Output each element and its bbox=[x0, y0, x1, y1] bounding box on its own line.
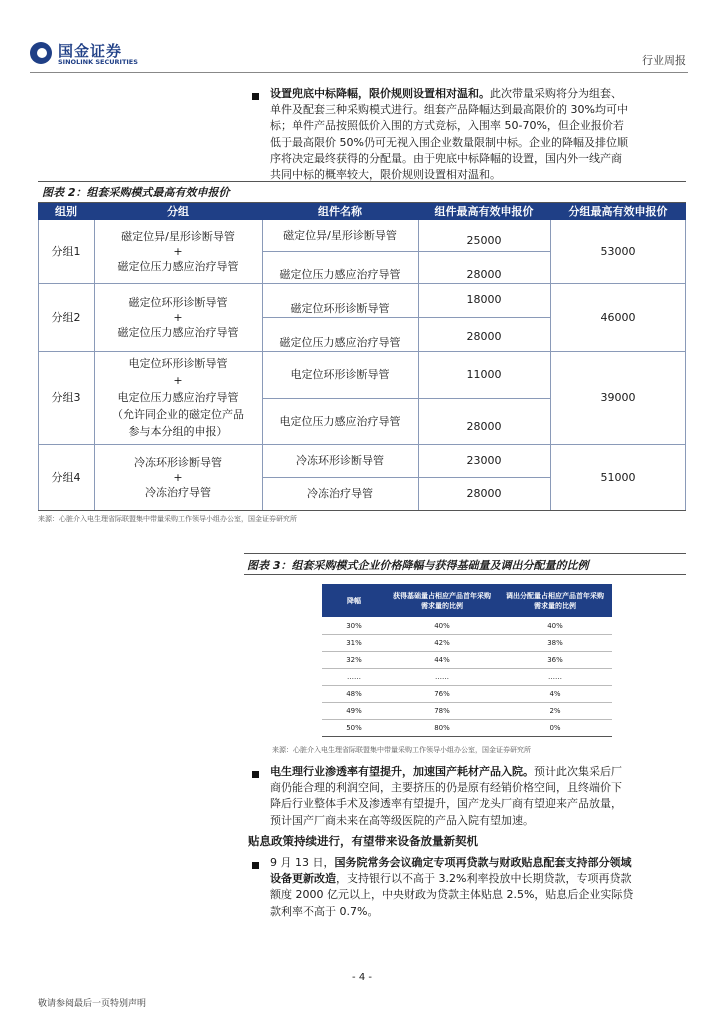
group-desc-line: 电定位压力感应治疗导管 bbox=[117, 391, 239, 404]
table3-cell: 31% bbox=[346, 639, 362, 647]
table2-header bbox=[38, 203, 686, 220]
intro-line-0: 此次带量采购将分为组套、 bbox=[490, 87, 622, 100]
group-description bbox=[94, 444, 262, 510]
table3-row bbox=[322, 618, 612, 635]
component-name: 磁定位压力感应治疗导管 bbox=[279, 268, 401, 281]
bullet-icon bbox=[252, 771, 259, 778]
table3-header-cell: 获得基础量占相应产品首年采购需求量的比例 bbox=[393, 591, 491, 610]
group-desc-line: 磁定位压力感应治疗导管 bbox=[117, 260, 239, 273]
table3-cell: 76% bbox=[434, 690, 450, 698]
group-desc-line: 冷冻治疗导管 bbox=[145, 485, 211, 499]
table3-cell: 38% bbox=[547, 639, 563, 647]
table3-cell: 48% bbox=[346, 690, 362, 698]
section-heading: 贴息政策持续进行，有望带来设备放量新契机 bbox=[248, 834, 478, 848]
group-name: 分组1 bbox=[51, 245, 81, 258]
table2-border bbox=[38, 510, 686, 511]
table3-title: 图表 3：组套采购模式企业价格降幅与获得基础量及调出分配量的比例 bbox=[247, 559, 589, 572]
group-desc-line: + bbox=[173, 245, 183, 258]
group-desc-line: 磁定位环形诊断导管 bbox=[128, 295, 228, 309]
para2-line-3: 预计国产厂商未来在高等级医院的产品入院有望加速。 bbox=[270, 813, 534, 827]
group-desc-line: 参与本分组的申报） bbox=[128, 425, 228, 438]
component-price: 18000 bbox=[466, 293, 502, 306]
table3-header-cell: 降幅 bbox=[347, 596, 361, 605]
table2-header-cell: 组件名称 bbox=[318, 205, 362, 218]
table2-header-cell: 组件最高有效申报价 bbox=[434, 205, 534, 218]
para2-line-1: 商仍能合理的利润空间，主要挤压的仍是原有经销价格空间，且终端价下 bbox=[270, 781, 622, 795]
table3-cell: 2% bbox=[549, 707, 561, 715]
intro-line-4: 序将决定最终获得的分配量。由于兜底中标降幅的设置，国内外一线产商 bbox=[270, 151, 622, 165]
table3-cell: …… bbox=[548, 673, 562, 681]
table2-title: 图表 2：组套采购模式最高有效申报价 bbox=[42, 186, 230, 199]
brand-name-cn: 国金证券 bbox=[58, 42, 123, 60]
group-desc-line: 冷冻环形诊断导管 bbox=[134, 455, 222, 469]
para2-bold: 电生理行业渗透率有望提升，加速国产耗材产品入院。 bbox=[270, 765, 534, 778]
paragraph-penetration bbox=[270, 764, 688, 829]
table3-cell: 30% bbox=[346, 622, 362, 630]
table3-cell: 80% bbox=[434, 724, 450, 732]
group-desc-line: 磁定位压力感应治疗导管 bbox=[117, 325, 239, 339]
bullet-icon bbox=[252, 93, 259, 100]
table2-header-cell: 组别 bbox=[55, 205, 77, 218]
group-name: 分组4 bbox=[51, 470, 81, 484]
intro-line-2: 标；单件产品按照低价入围的方式竞标，入围率 50-70%，但企业报价若 bbox=[270, 119, 624, 133]
intro-line-5: 共同中标的概率较大，限价规则设置相对温和。 bbox=[270, 168, 501, 182]
group-total-price: 39000 bbox=[600, 391, 636, 404]
group-total-price: 46000 bbox=[600, 310, 636, 324]
table3-cell: …… bbox=[347, 673, 361, 681]
component-name: 电定位压力感应治疗导管 bbox=[279, 414, 401, 428]
table3-row bbox=[322, 720, 612, 737]
table3-cell: 42% bbox=[434, 639, 450, 647]
group-description bbox=[94, 220, 262, 283]
table3-cell: 49% bbox=[346, 707, 362, 715]
table3-header bbox=[322, 584, 612, 617]
group-desc-line: （允许同企业的磁定位产品 bbox=[112, 408, 244, 421]
table3-row bbox=[322, 652, 612, 669]
group-desc-line: + bbox=[173, 470, 183, 484]
table2-header-cell: 分组 bbox=[167, 205, 189, 218]
intro-bold: 设置兜底中标降幅，限价规则设置相对温和。 bbox=[270, 87, 490, 100]
component-name: 磁定位压力感应治疗导管 bbox=[279, 336, 401, 349]
component-price: 28000 bbox=[466, 420, 502, 433]
group-desc-line: 电定位环形诊断导管 bbox=[128, 357, 228, 370]
table3-cell: 4% bbox=[549, 690, 561, 698]
group-desc-line: + bbox=[173, 374, 183, 387]
para3-line-1: 额度 2000 亿元以上，中央财政为贷款主体贴息 2.5%，贴息后企业实际贷 bbox=[270, 888, 634, 902]
brand-logo-icon bbox=[30, 42, 52, 64]
table2-header-cell: 分组最高有效申报价 bbox=[568, 205, 668, 218]
intro-line-3: 低于最高限价 50%仍可无视入围企业数量限制中标。企业的降幅及排位顺 bbox=[270, 135, 628, 149]
table3-header-cell: 调出分配量占相应产品首年采购需求量的比例 bbox=[506, 591, 604, 610]
group-name: 分组2 bbox=[51, 310, 81, 324]
component-price: 25000 bbox=[466, 234, 502, 247]
component-price: 28000 bbox=[466, 330, 502, 343]
table3-cell: 0% bbox=[549, 724, 561, 732]
table3-cell: 78% bbox=[434, 707, 450, 715]
table3-row bbox=[322, 635, 612, 652]
table3-cell: 40% bbox=[434, 622, 450, 630]
group-description bbox=[94, 283, 262, 351]
table3-cell: 36% bbox=[547, 656, 563, 664]
para3-line-2: 款利率不高于 0.7%。 bbox=[270, 904, 379, 918]
table3-row bbox=[322, 703, 612, 720]
table3-cell: 44% bbox=[434, 656, 450, 664]
table3-cell: …… bbox=[435, 673, 449, 681]
brand-name-en: SINOLINK SECURITIES bbox=[58, 58, 138, 66]
intro-line-1: 单件及配套三种采购模式进行。组套产品降幅达到最高限价的 30%均可中 bbox=[270, 103, 628, 117]
component-name: 电定位环形诊断导管 bbox=[290, 368, 390, 381]
footer-disclaimer: 敬请参阅最后一页特别声明 bbox=[38, 999, 147, 1009]
para3-prefix: 9 月 13 日， bbox=[270, 856, 335, 869]
paragraph-subsidy bbox=[270, 855, 688, 920]
report-type: 行业周报 bbox=[642, 54, 686, 67]
para3-bold2: 设备更新改造 bbox=[270, 872, 336, 886]
intro-paragraph bbox=[270, 86, 688, 183]
table3-source: 来源：心脏介入电生理省际联盟集中带量采购工作领导小组办公室，国金证券研究所 bbox=[272, 746, 531, 754]
component-name: 冷冻治疗导管 bbox=[307, 487, 373, 500]
component-price: 28000 bbox=[466, 268, 502, 281]
component-name: 磁定位环形诊断导管 bbox=[290, 302, 390, 315]
table2-source: 来源：心脏介入电生理省际联盟集中带量采购工作领导小组办公室，国金证券研究所 bbox=[38, 515, 297, 523]
header-divider bbox=[30, 72, 688, 73]
para3-line-0: ，支持银行以不高于 3.2%利率投放中长期贷款，专项再贷款 bbox=[336, 872, 632, 886]
component-name: 磁定位异/星形诊断导管 bbox=[283, 229, 397, 242]
bullet-icon bbox=[252, 862, 259, 869]
group-desc-line: 磁定位异/星形诊断导管 bbox=[121, 230, 235, 243]
table3-row bbox=[322, 669, 612, 686]
component-name: 冷冻环形诊断导管 bbox=[296, 454, 384, 467]
table3-cell: 40% bbox=[547, 622, 563, 630]
group-description bbox=[94, 351, 262, 444]
page-number: - 4 - bbox=[352, 972, 372, 983]
group-total-price: 53000 bbox=[600, 245, 636, 258]
para2-line-2: 降后行业整体手术及渗透率有望提升，国产龙头厂商有望迎来产品放量， bbox=[270, 797, 622, 811]
group-total-price: 51000 bbox=[600, 470, 636, 484]
component-price: 11000 bbox=[466, 368, 502, 381]
group-desc-line: + bbox=[173, 310, 183, 324]
table3-cell: 32% bbox=[346, 656, 362, 664]
group-name: 分组3 bbox=[51, 391, 81, 404]
para3-bold: 国务院常务会议确定专项再贷款与财政贴息配套支持部分领域 bbox=[334, 856, 632, 869]
table3-row bbox=[322, 686, 612, 703]
para2-line-0: 预计此次集采后厂 bbox=[534, 765, 622, 778]
table3-cell: 50% bbox=[346, 724, 362, 732]
component-price: 23000 bbox=[466, 454, 502, 467]
component-price: 28000 bbox=[466, 487, 502, 500]
